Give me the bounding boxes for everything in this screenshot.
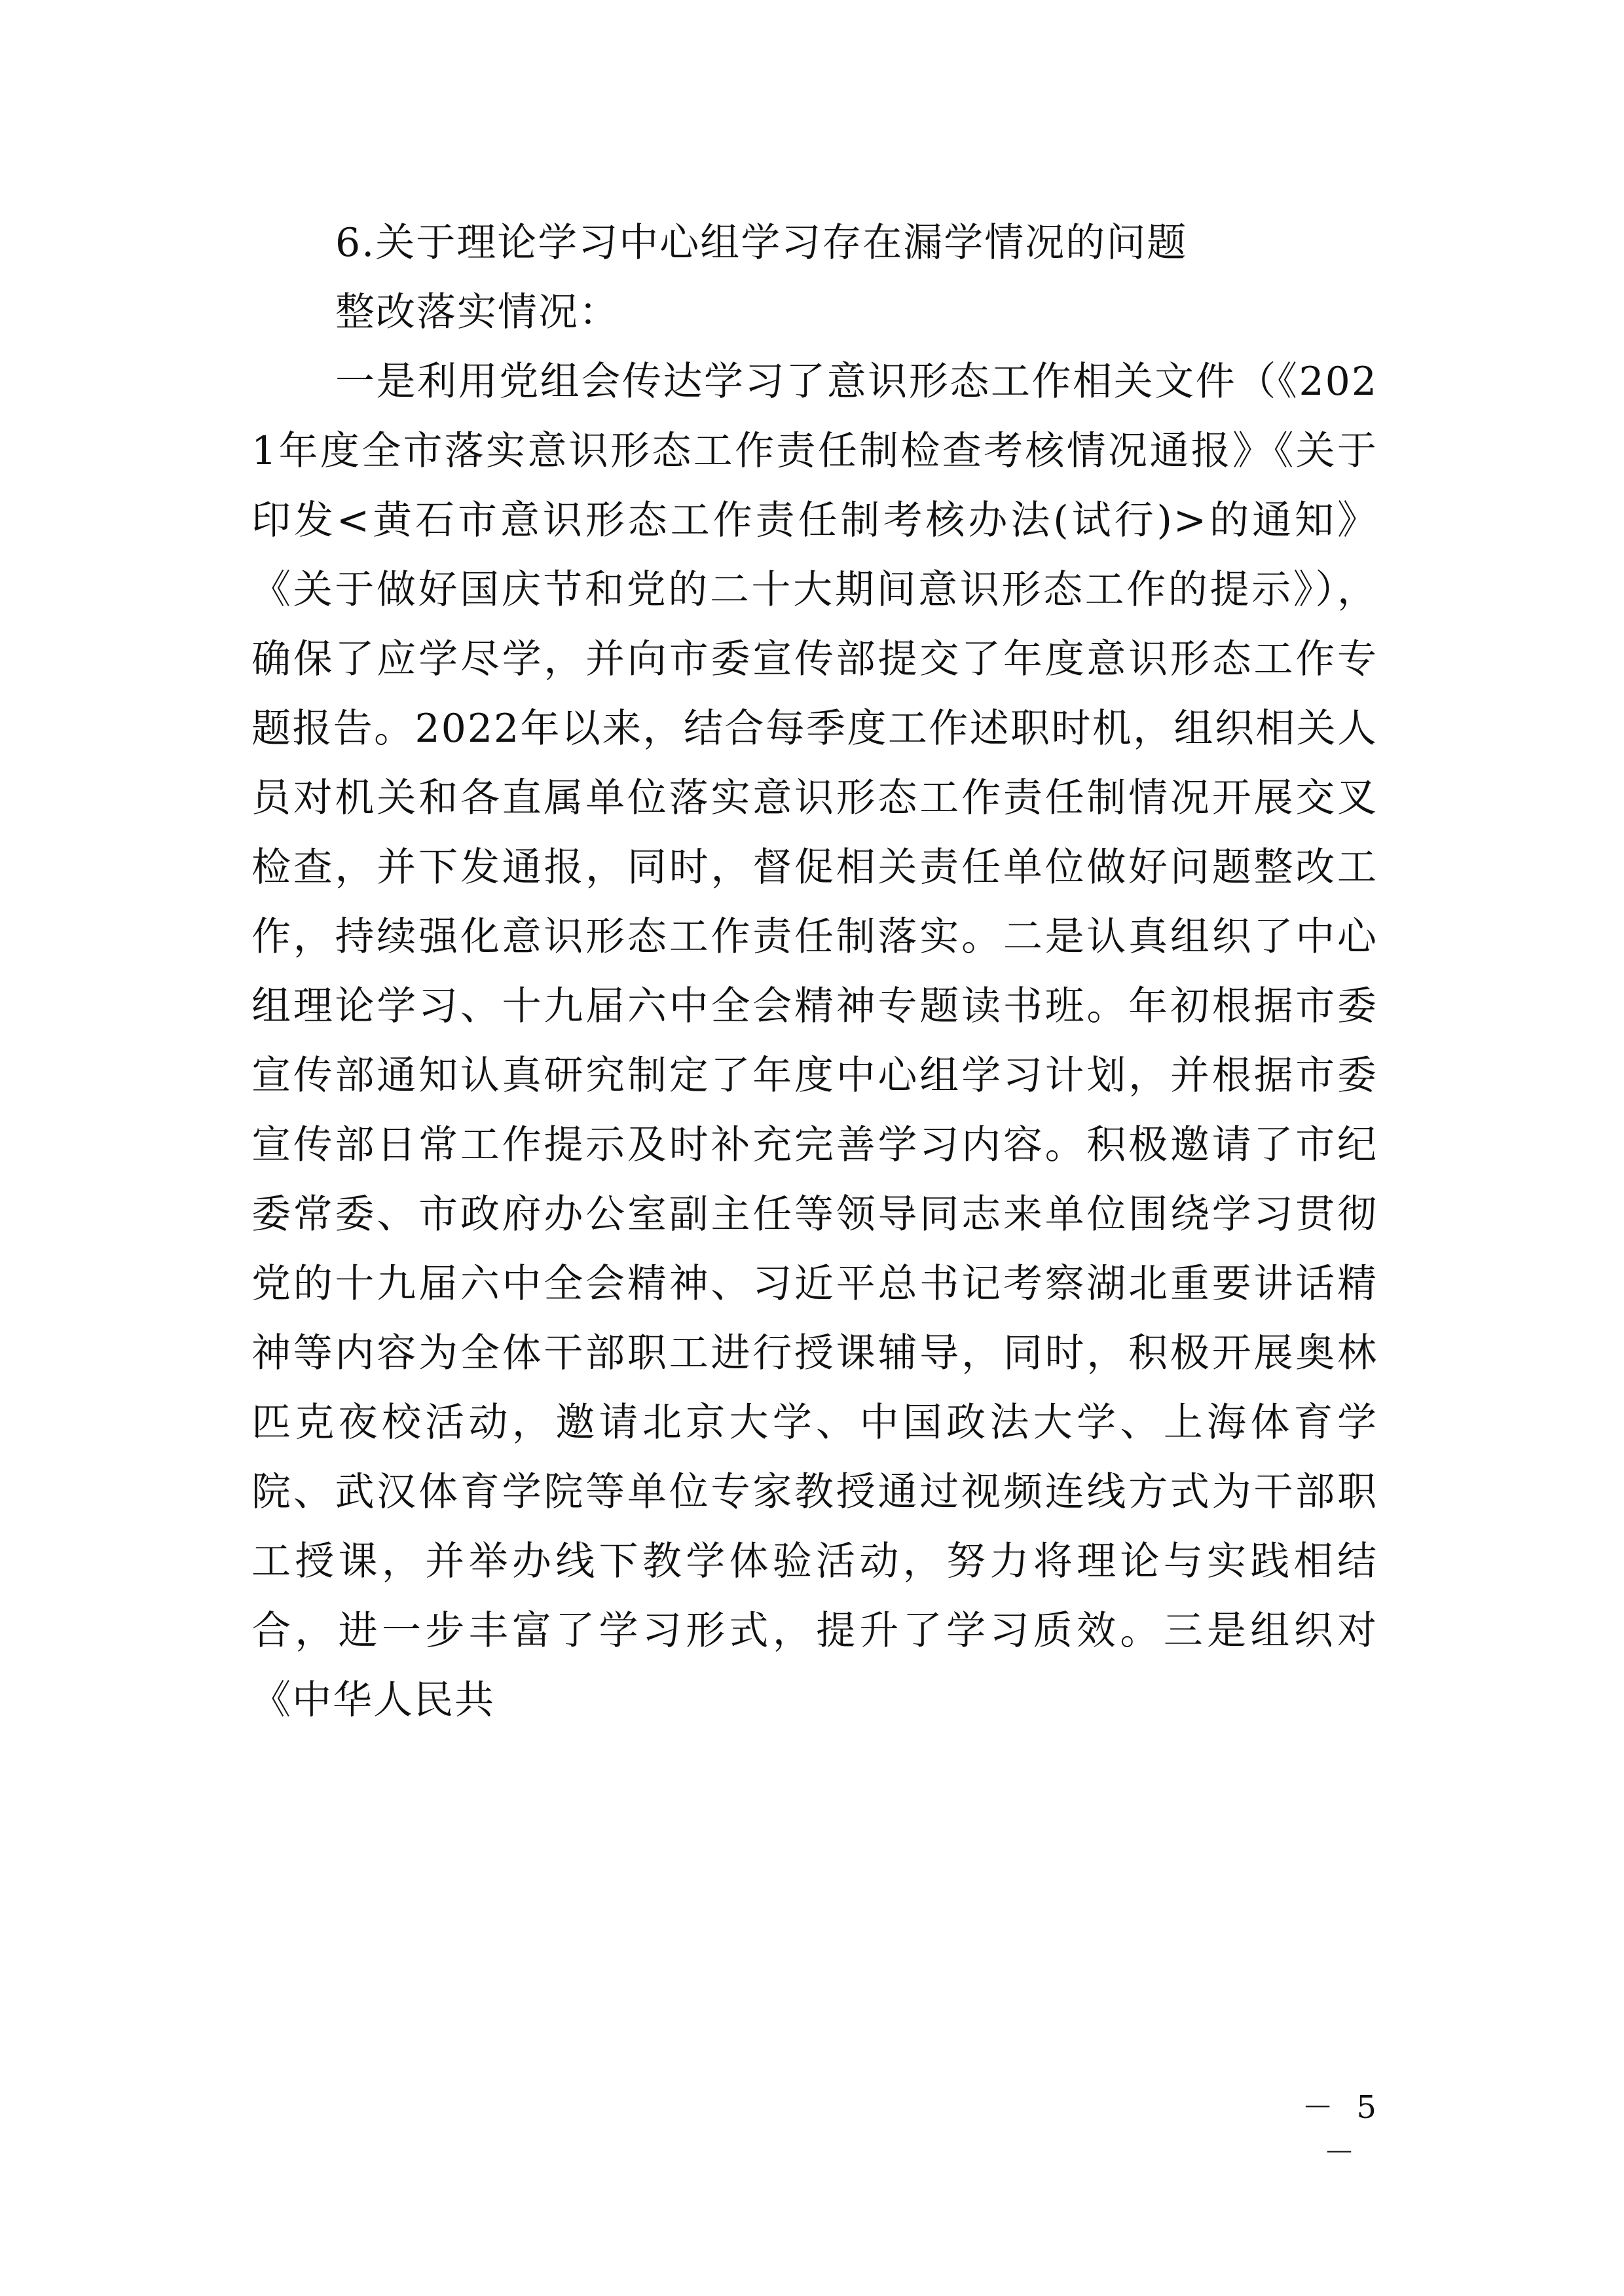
section-heading: 6.关于理论学习中心组学习存在漏学情况的问题 — [335, 220, 1188, 266]
document-content — [251, 208, 1378, 1735]
page-number: － 5 － — [1302, 2089, 1383, 2171]
body-paragraph: 一是利用党组会传达学习了意识形态工作相关文件（《2021年度全市落实意识形态工作责任制检查考核情况通报》《关于印发<黄石市意识形态工作责任制考核办法(试行)>的通知》《关于做好国庆节和党的二十大期间意识形态工作的提示》），确保了应学尽学，并向市委宣传部提交了年度意识形态工作专题报告。2022年以来，结合每季度工作述职时机，组织相关人员对机关和各直属单位落实意识形态工作责任制情况开展交叉检查，并下发通报，同时，督促相关责任单位做好问题整改工作，持续强化意识形态工作责任制落实。二是认真组织了中心组理论学习、十九届六中全会精神专题读书班。年初根据市委宣传部通知认真研究制定了年度中心组学习计划，并根据市委宣传部日常工作提示及时补充完善学习内容。积极邀请了市纪委常委、市政府办公室副主任等领导同志来单位围绕学习贯彻党的十九届六中全会精神、习近平总书记考察湖北重要讲话精神等内容为全体干部职工进行授课辅导，同时，积极开展奥林匹克夜校活动，邀请北京大学、中国政法大学、上海体育学院、武汉体育学院等单位专家教授通过视频连线方式为干部职工授课，并举办线下教学体验活动，努力将理论与实践相结合，进一步丰富了学习形式，提升了学习质效。三是组织对《中华人民共 — [251, 359, 1378, 1723]
subheading: 整改落实情况： — [335, 289, 619, 335]
